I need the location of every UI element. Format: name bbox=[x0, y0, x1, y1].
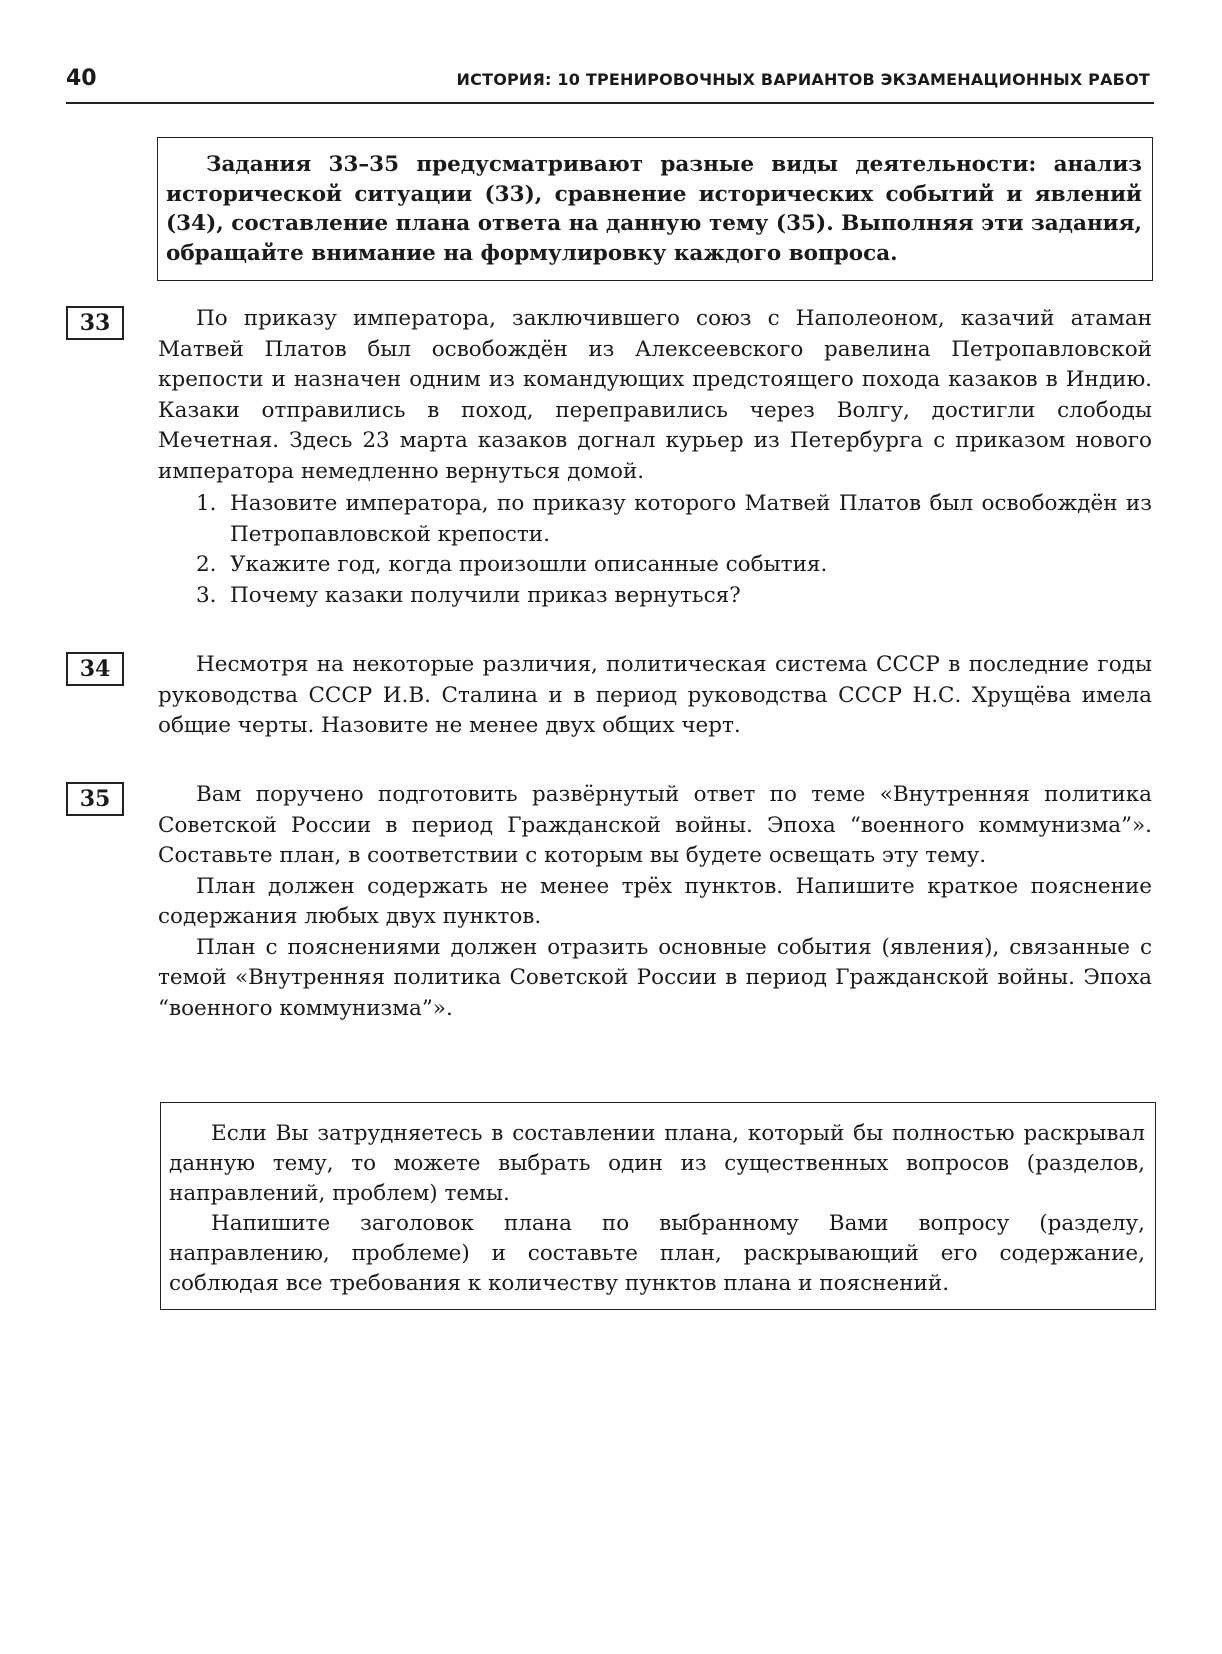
task-33-body bbox=[158, 304, 1152, 611]
question-text: Укажите год, когда произошли описанные события. bbox=[230, 552, 828, 577]
question-number: 3. bbox=[196, 582, 217, 608]
task-33-question-1 bbox=[158, 489, 1152, 550]
hint-box bbox=[160, 1102, 1156, 1310]
task-34-body bbox=[158, 650, 1152, 742]
intro-text: Задания 33–35 предусматривают разные виды деятельности: анализ исторической ситуации (33), сравнение исторических событий и явлений (34), составление плана ответа на данную тему (35). Выполняя эти задания, обращайте внимание на формулировку каждого вопроса. bbox=[166, 152, 1142, 266]
task-35-paragraph-1: Вам поручено подготовить развёрнутый ответ по теме «Внутренняя политика Советской России в период Гражданской войны. Эпоха “военного коммунизма”». Составьте план, в соответствии с которым вы будете освещать эту тему. bbox=[158, 782, 1152, 868]
task-33-question-2 bbox=[158, 550, 1152, 581]
page-number: 40 bbox=[66, 66, 97, 91]
task-34-paragraph: Несмотря на некоторые различия, политическая система СССР в последние годы руководства СССР И.В. Сталина и в период руководства СССР Н.С. Хрущёва имела общие черты. Назовите не менее двух общих черт. bbox=[158, 652, 1152, 738]
task-number-34: 34 bbox=[66, 652, 124, 686]
hint-paragraph-1: Если Вы затрудняетесь в составлении плана, который бы полностью раскрывал данную тему, то можете выбрать один из существенных вопросов (разделов, направлений, проблем) темы. bbox=[169, 1121, 1145, 1206]
intro-box bbox=[157, 137, 1153, 281]
task-number-35: 35 bbox=[66, 782, 124, 816]
hint-paragraph-2: Напишите заголовок плана по выбранному Вами вопросу (разделу, направлению, проблеме) и составьте план, раскрывающий его содержание, соблюдая все требования к количеству пунктов плана и пояснений. bbox=[169, 1211, 1145, 1296]
task-35-paragraph-3: План с пояснениями должен отразить основные события (явления), связанные с темой «Внутренняя политика Советской России в период Гражданской войны. Эпоха “военного коммунизма”». bbox=[158, 934, 1152, 1021]
question-text: Почему казаки получили приказ вернуться? bbox=[230, 582, 741, 608]
question-number: 2. bbox=[196, 552, 217, 577]
task-33-paragraph: По приказу императора, заключившего союз с Наполеоном, казачий атаман Матвей Платов был освобождён из Алексеевского равелина Петропавловской крепости и назначен одним из командующих предстоящего похода казаков в Индию. Казаки отправились в поход, переправились через Волгу, достигли слободы Мечетная. Здесь 23 марта казаков догнал курьер из Петербурга с приказом нового императора немедленно вернуться домой. bbox=[158, 306, 1152, 484]
task-number-33: 33 bbox=[66, 306, 124, 340]
running-title: ИСТОРИЯ: 10 ТРЕНИРОВОЧНЫХ ВАРИАНТОВ ЭКЗАМЕНАЦИОННЫХ РАБОТ bbox=[456, 70, 1150, 89]
task-33-question-3 bbox=[158, 581, 1152, 612]
question-text: Назовите императора, по приказу которого Матвей Платов был освобождён из Петропавловской крепости. bbox=[230, 491, 1152, 547]
task-35-body bbox=[158, 780, 1152, 1024]
task-35-paragraph-2: План должен содержать не менее трёх пунктов. Напишите краткое пояснение содержания любых двух пунктов. bbox=[158, 873, 1152, 929]
question-number: 1. bbox=[196, 491, 217, 516]
header-rule bbox=[66, 102, 1154, 104]
task-33-questions bbox=[158, 489, 1152, 611]
